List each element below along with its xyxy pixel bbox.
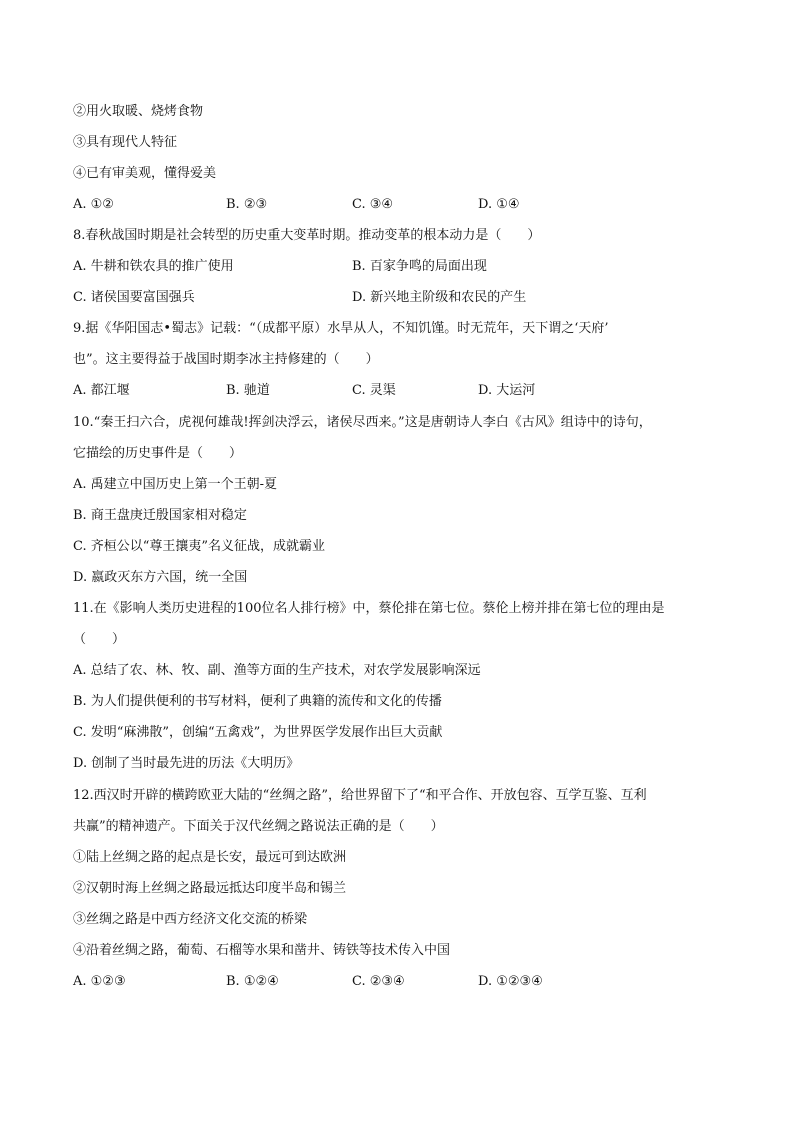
q10-option-c: C. 齐桓公以“尊王攘夷”名义征战，成就霸业 bbox=[73, 539, 326, 554]
q12-option-d: D. ①②③④ bbox=[478, 974, 543, 989]
q12-option-a: A. ①②③ bbox=[73, 974, 126, 989]
q12-statement-4: ④沿着丝绸之路，葡萄、石榴等水果和凿井、铸铁等技术传入中国 bbox=[73, 943, 451, 958]
q8-option-a: A. 牛耕和铁农具的推广使用 bbox=[73, 259, 234, 274]
q10-option-a: A. 禹建立中国历史上第一个王朝-夏 bbox=[73, 477, 278, 492]
q10-option-b: B. 商王盘庚迁殷国家相对稳定 bbox=[73, 508, 247, 523]
q9-option-c: C. 灵渠 bbox=[352, 383, 396, 398]
q11-stem-line-2: （ ） bbox=[73, 632, 126, 647]
q12-statement-1: ①陆上丝绸之路的起点是长安，最远可到达欧洲 bbox=[73, 850, 347, 865]
q9-option-b: B. 驰道 bbox=[226, 383, 270, 398]
q7-statement-3: ③具有现代人特征 bbox=[73, 135, 178, 150]
q9-option-a: A. 都江堰 bbox=[73, 383, 130, 398]
q7-statement-4: ④已有审美观，懂得爱美 bbox=[73, 166, 217, 181]
q11-stem-line-1: 11.在《影响人类历史进程的100位名人排行榜》中，蔡伦排在第七位。蔡伦上榜并排在第七位的理由是 bbox=[73, 601, 665, 616]
q11-option-c: C. 发明“麻沸散”，创编“五禽戏”，为世界医学发展作出巨大贡献 bbox=[73, 725, 443, 740]
q7-statement-2: ②用火取暖、烧烤食物 bbox=[73, 104, 204, 119]
q9-stem-line-2: 也”。这主要得益于战国时期李冰主持修建的（ ） bbox=[73, 352, 379, 367]
q11-option-a: A. 总结了农、林、牧、副、渔等方面的生产技术，对农学发展影响深远 bbox=[73, 663, 481, 678]
q7-option-b: B. ②③ bbox=[226, 197, 268, 212]
q9-stem-line-1: 9.据《华阳国志•蜀志》记载：“（成都平原）水旱从人，不知饥馑。时无荒年，天下谓之‘天府’ bbox=[73, 321, 609, 336]
q8-option-b: B. 百家争鸣的局面出现 bbox=[352, 259, 487, 274]
q8-option-c: C. 诸侯国要富国强兵 bbox=[73, 290, 195, 305]
q12-option-b: B. ①②④ bbox=[226, 974, 279, 989]
q7-option-a: A. ①② bbox=[73, 197, 114, 212]
q10-option-d: D. 嬴政灭东方六国，统一全国 bbox=[73, 570, 248, 585]
q12-option-c: C. ②③④ bbox=[352, 974, 405, 989]
q8-option-d: D. 新兴地主阶级和农民的产生 bbox=[352, 290, 527, 305]
q8-stem: 8.春秋战国时期是社会转型的历史重大变革时期。推动变革的根本动力是（ ） bbox=[73, 228, 541, 243]
q9-option-d: D. 大运河 bbox=[478, 383, 536, 398]
q12-stem-line-1: 12.西汉时开辟的横跨欧亚大陆的“丝绸之路”，给世界留下了“和平合作、开放包容、互学互鉴、互利 bbox=[73, 788, 647, 803]
q7-option-d: D. ①④ bbox=[478, 197, 520, 212]
q12-stem-line-2: 共赢”的精神遗产。下面关于汉代丝绸之路说法正确的是（ ） bbox=[73, 819, 444, 834]
q11-option-d: D. 创制了当时最先进的历法《大明历》 bbox=[73, 756, 300, 771]
q11-option-b: B. 为人们提供便利的书写材料，便利了典籍的流传和文化的传播 bbox=[73, 694, 442, 709]
q12-statement-3: ③丝绸之路是中西方经济文化交流的桥梁 bbox=[73, 912, 308, 927]
q10-stem-line-1: 10.“秦王扫六合，虎视何雄哉!挥剑决浮云，诸侯尽西来。”这是唐朝诗人李白《古风》组诗中的诗句， bbox=[73, 415, 652, 430]
q7-option-c: C. ③④ bbox=[352, 197, 394, 212]
q12-statement-2: ②汉朝时海上丝绸之路最远抵达印度半岛和锡兰 bbox=[73, 881, 347, 896]
q10-stem-line-2: 它描绘的历史事件是（ ） bbox=[73, 446, 243, 461]
